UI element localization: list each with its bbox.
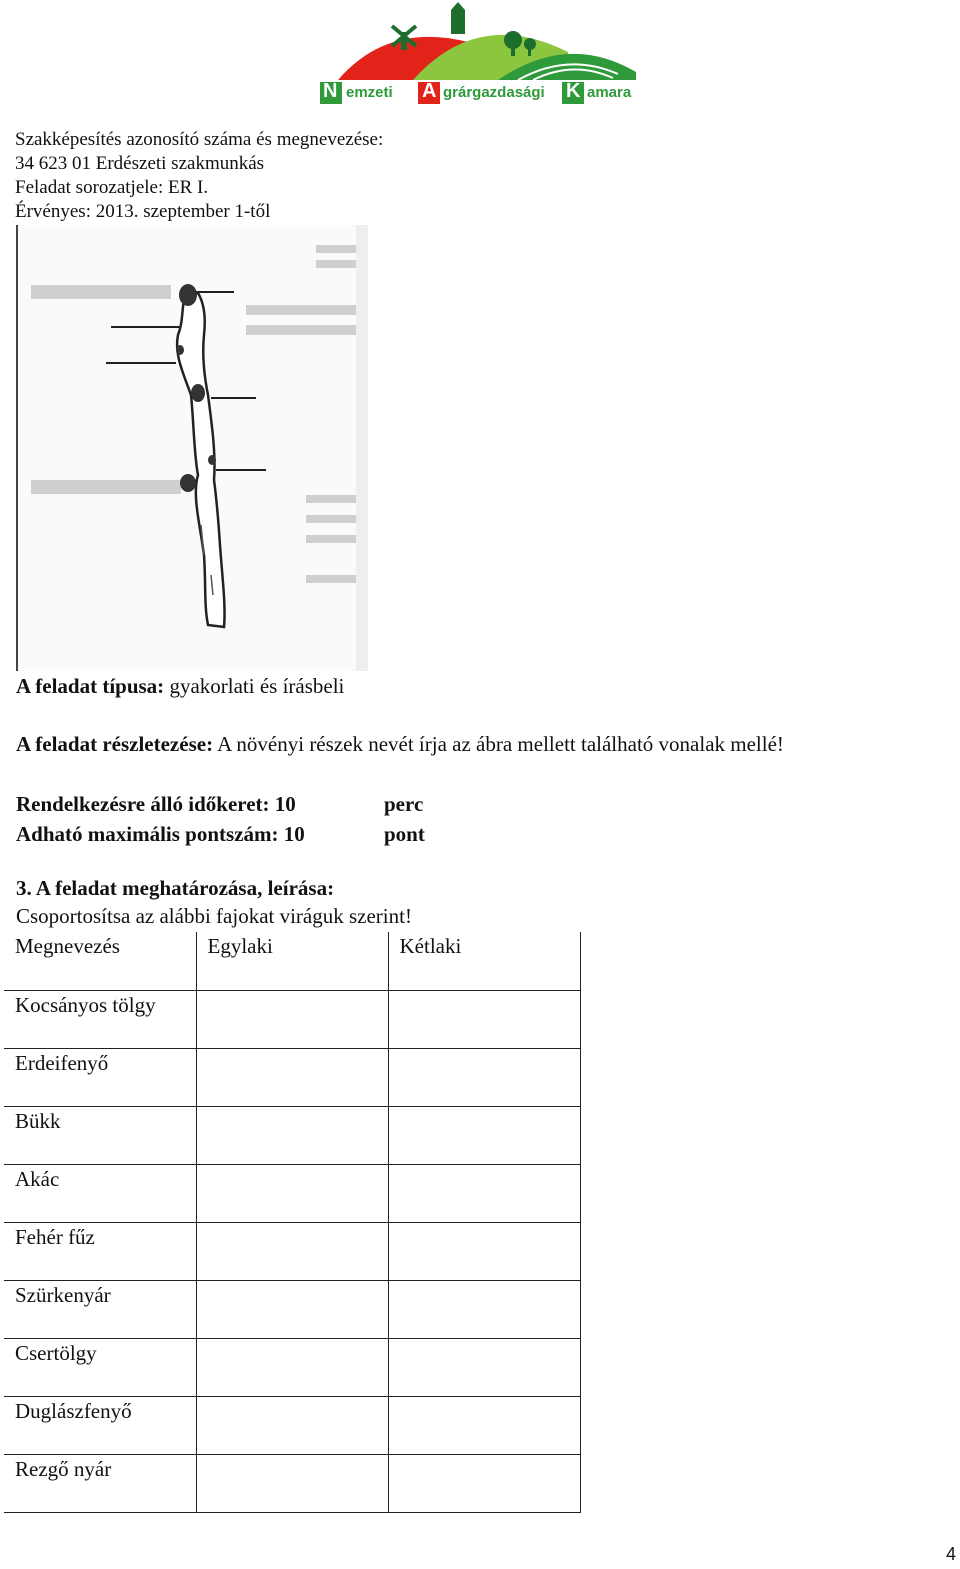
species-cell bbox=[4, 1396, 196, 1454]
header-cell bbox=[196, 932, 388, 990]
answer-cell-monoecious[interactable] bbox=[196, 1280, 388, 1338]
logo-letter-n: N bbox=[323, 80, 338, 102]
header-series: Feladat sorozatjele: ER I. bbox=[15, 177, 209, 198]
header-dioecious: Kétlaki bbox=[399, 934, 462, 958]
table-row bbox=[4, 1280, 580, 1338]
species-name: Szürkenyár bbox=[15, 1282, 111, 1307]
answer-cell-monoecious[interactable] bbox=[196, 1048, 388, 1106]
answer-cell-dioecious[interactable] bbox=[388, 1222, 580, 1280]
section3-title: 3. A feladat meghatározása, leírása: bbox=[16, 876, 335, 900]
species-name: Fehér fűz bbox=[15, 1224, 95, 1249]
answer-cell-monoecious[interactable] bbox=[196, 1106, 388, 1164]
species-name: Bükk bbox=[15, 1108, 61, 1133]
answer-cell-dioecious[interactable] bbox=[388, 1048, 580, 1106]
header-name: Megnevezés bbox=[15, 934, 120, 958]
table-row bbox=[4, 1164, 580, 1222]
table-header-row bbox=[4, 932, 580, 990]
species-name: Rezgő nyár bbox=[15, 1456, 112, 1481]
time-label: Rendelkezésre álló időkeret: 10 bbox=[16, 792, 296, 816]
species-table bbox=[4, 932, 581, 1513]
header-monoecious: Egylaki bbox=[207, 934, 273, 958]
species-name: Erdeifenyő bbox=[15, 1050, 109, 1075]
answer-cell-monoecious[interactable] bbox=[196, 1222, 388, 1280]
species-cell bbox=[4, 1048, 196, 1106]
header-cell bbox=[4, 932, 196, 990]
species-name: Kocsányos tölgy bbox=[15, 992, 156, 1017]
table-row bbox=[4, 1396, 580, 1454]
header-qualification-code: 34 623 01 Erdészeti szakmunkás bbox=[15, 153, 265, 174]
header-qualification-label: Szakképesítés azonosító száma és megnevezése: bbox=[15, 129, 384, 150]
task-detail-value: A növényi részek nevét írja az ábra mellett található vonalak mellé! bbox=[213, 732, 784, 756]
answer-cell-dioecious[interactable] bbox=[388, 1338, 580, 1396]
answer-cell-monoecious[interactable] bbox=[196, 1454, 388, 1512]
answer-cell-dioecious[interactable] bbox=[388, 1396, 580, 1454]
task-type-label: A feladat típusa: bbox=[16, 674, 165, 698]
logo-word-agrargazdasagi: grárgazdasági bbox=[443, 84, 545, 101]
header-cell bbox=[388, 932, 580, 990]
answer-cell-dioecious[interactable] bbox=[388, 1454, 580, 1512]
species-cell bbox=[4, 1106, 196, 1164]
header-valid-from: Érvényes: 2013. szeptember 1-től bbox=[15, 201, 271, 222]
species-name: Akác bbox=[15, 1166, 60, 1191]
task-detail-label: A feladat részletezése: bbox=[16, 732, 214, 756]
answer-cell-dioecious[interactable] bbox=[388, 1164, 580, 1222]
species-cell bbox=[4, 1454, 196, 1512]
table-row bbox=[4, 1222, 580, 1280]
page-number: 4 bbox=[945, 1544, 956, 1564]
logo-letter-k: K bbox=[566, 80, 581, 102]
logo-wordmark bbox=[318, 80, 636, 106]
answer-cell-monoecious[interactable] bbox=[196, 990, 388, 1048]
answer-cell-monoecious[interactable] bbox=[196, 1396, 388, 1454]
answer-cell-monoecious[interactable] bbox=[196, 1338, 388, 1396]
logo-word-nemzeti: emzeti bbox=[346, 84, 393, 101]
table-row bbox=[4, 1454, 580, 1512]
document-header bbox=[15, 128, 383, 224]
species-cell bbox=[4, 1222, 196, 1280]
answer-cell-dioecious[interactable] bbox=[388, 1106, 580, 1164]
table-row bbox=[4, 1338, 580, 1396]
table-row bbox=[4, 990, 580, 1048]
table-row bbox=[4, 1106, 580, 1164]
logo-word-kamara: amara bbox=[587, 84, 632, 101]
points-label: Adható maximális pontszám: 10 bbox=[16, 822, 305, 846]
task-detail bbox=[16, 732, 784, 757]
answer-cell-dioecious[interactable] bbox=[388, 990, 580, 1048]
time-points-block bbox=[16, 789, 425, 849]
logo-letter-a: A bbox=[422, 80, 437, 102]
answer-cell-dioecious[interactable] bbox=[388, 1280, 580, 1338]
species-cell bbox=[4, 990, 196, 1048]
answer-cell-monoecious[interactable] bbox=[196, 1164, 388, 1222]
species-cell bbox=[4, 1164, 196, 1222]
species-cell bbox=[4, 1280, 196, 1338]
task-type-value: gyakorlati és írásbeli bbox=[164, 674, 345, 698]
time-unit: perc bbox=[384, 792, 424, 816]
section3-instruction: Csoportosítsa az alábbi fajokat viráguk szerint! bbox=[16, 904, 412, 928]
task-type bbox=[16, 674, 344, 699]
table-row bbox=[4, 1048, 580, 1106]
species-name: Csertölgy bbox=[15, 1340, 97, 1365]
points-unit: pont bbox=[384, 822, 425, 846]
species-name: Duglászfenyő bbox=[15, 1398, 132, 1423]
species-cell bbox=[4, 1338, 196, 1396]
twig-figure bbox=[16, 225, 368, 671]
